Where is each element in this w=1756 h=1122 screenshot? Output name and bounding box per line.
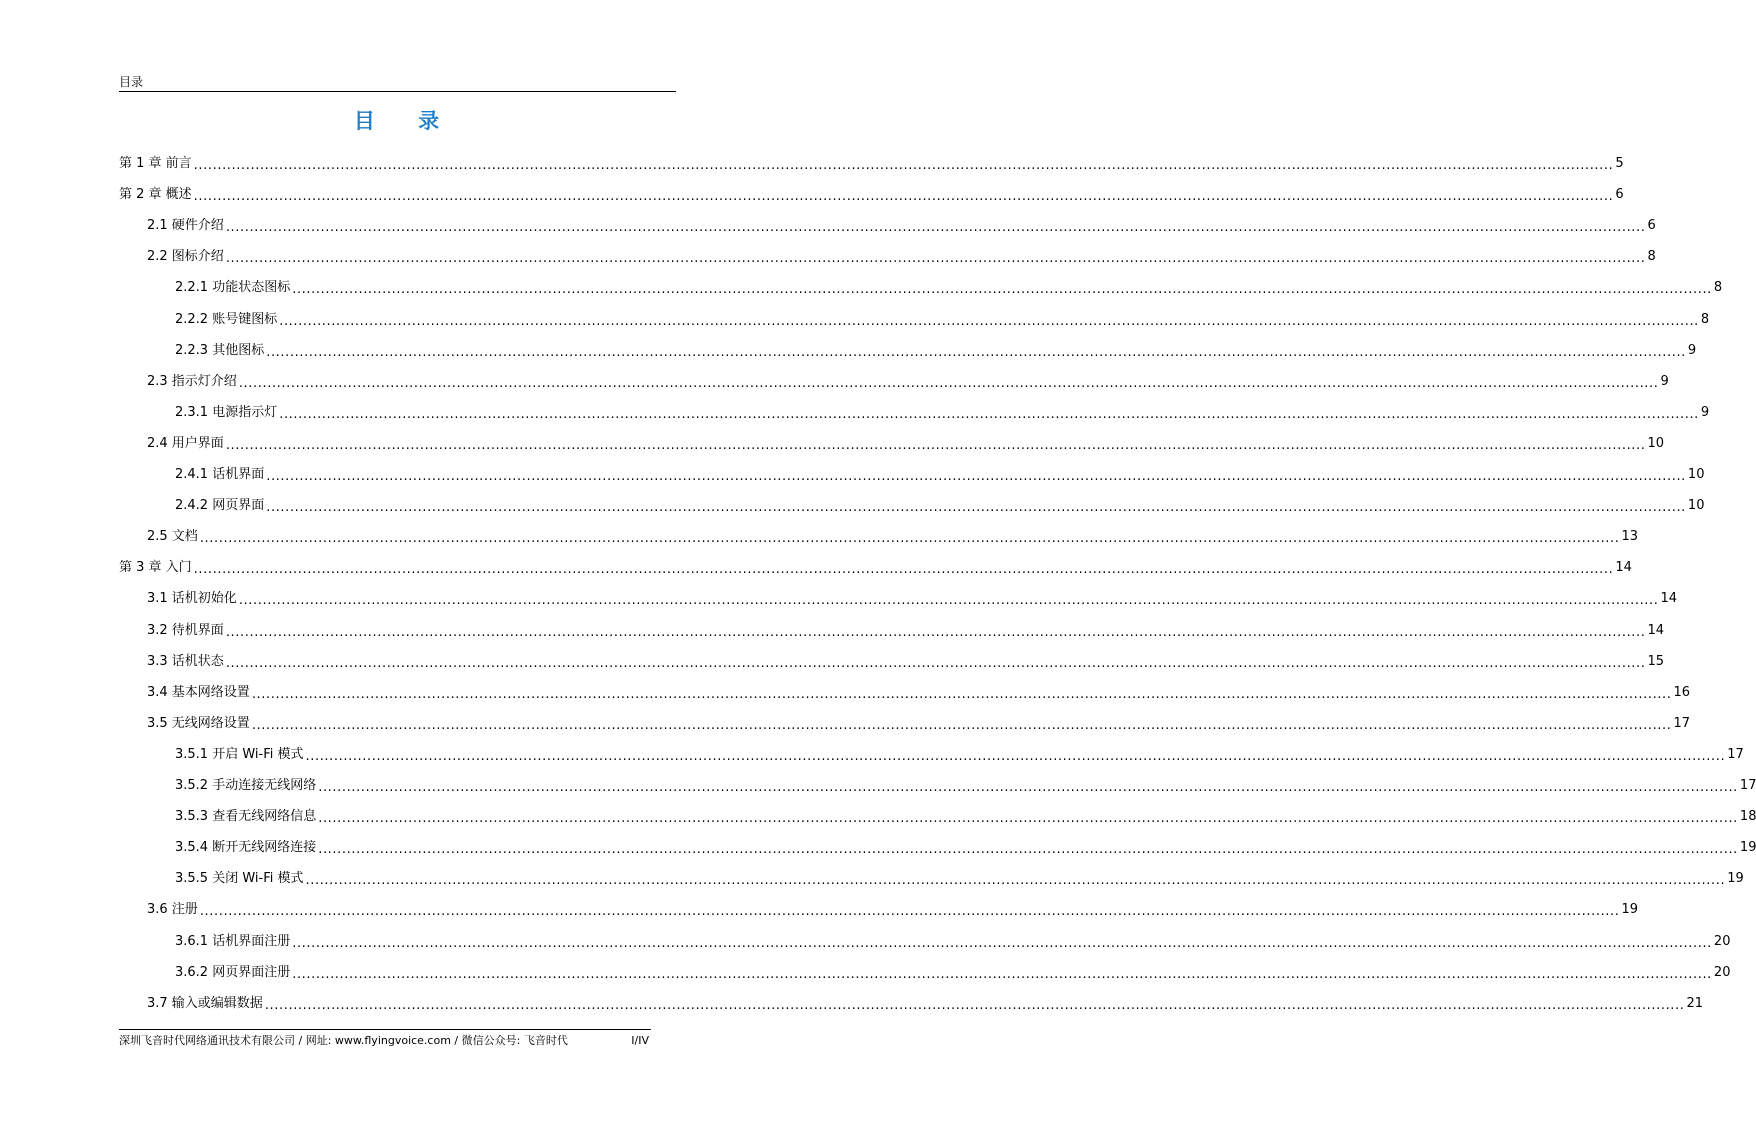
toc-entry-page: 14	[1615, 560, 1632, 576]
footer-page-number: I/IV	[631, 1034, 649, 1047]
toc-entry-page: 10	[1687, 498, 1705, 514]
toc-entry-page: 20	[1713, 933, 1731, 949]
toc-entry-page: 18	[1739, 809, 1756, 825]
toc-dot-leader: ............................................................................................................................................................................................................................................................................................................	[238, 593, 1659, 609]
toc-entry-label: 3.4 基本网络设置	[147, 684, 250, 700]
toc-dot-leader: ............................................................................................................................................................................................................................................................................................................	[279, 406, 1699, 422]
toc-entry[interactable]	[175, 279, 1723, 298]
toc-dot-leader: ............................................................................................................................................................................................................................................................................................................	[292, 966, 1712, 982]
toc-dot-leader: ............................................................................................................................................................................................................................................................................................................	[292, 282, 1712, 298]
toc-entry-page: 9	[1700, 404, 1710, 420]
toc-entry[interactable]	[175, 342, 1697, 360]
footer-company: 深圳飞音时代网络通讯技术有限公司 / 网址: www.flyingvoice.com / 微信公众号: 飞音时代	[119, 1034, 568, 1047]
toc-dot-leader: ............................................................................................................................................................................................................................................................................................................	[305, 873, 1726, 889]
toc-entry-page: 17	[1739, 778, 1756, 793]
toc-entry[interactable]	[147, 435, 1665, 453]
toc-entry-label: 3.7 输入或编辑数据	[147, 995, 263, 1011]
toc-entry-page: 17	[1727, 746, 1744, 762]
toc-dot-leader: ............................................................................................................................................................................................................................................................................................................	[238, 375, 1659, 391]
toc-entry[interactable]	[147, 622, 1665, 640]
toc-dot-leader: ............................................................................................................................................................................................................................................................................................................	[266, 344, 1686, 360]
toc-entry-label: 3.5 无线网络设置	[147, 715, 250, 731]
toc-title: 目 录	[353, 109, 458, 133]
toc-entry-label: 3.3 话机状态	[147, 653, 224, 669]
toc-entry-page: 9	[1687, 342, 1697, 358]
toc-dot-leader: ............................................................................................................................................................................................................................................................................................................	[225, 437, 1646, 453]
toc-entry-page: 8	[1647, 249, 1656, 265]
toc-entry-label: 3.6.1 话机界面注册	[175, 933, 291, 949]
toc-entry-page: 10	[1647, 435, 1665, 451]
toc-entry[interactable]	[147, 528, 1639, 547]
toc-entry-label: 2.2.2 账号键图标	[175, 311, 278, 327]
toc-dot-leader: ............................................................................................................................................................................................................................................................................................................	[225, 220, 1646, 236]
toc-entry[interactable]	[175, 404, 1710, 422]
toc-entry-label: 3.1 话机初始化	[147, 591, 237, 607]
toc-entry-label: 第 3 章 入门	[119, 560, 192, 576]
toc-entry-label: 2.2.3 其他图标	[175, 342, 265, 358]
toc-dot-leader: ............................................................................................................................................................................................................................................................................................................	[199, 904, 1620, 920]
toc-entry-label: 第 1 章 前言	[119, 156, 192, 171]
toc-entry-label: 第 2 章 概述	[119, 187, 192, 203]
toc-dot-leader: ............................................................................................................................................................................................................................................................................................................	[251, 717, 1672, 733]
toc-entry-page: 6	[1615, 187, 1624, 203]
toc-entry-label: 2.4 用户界面	[147, 435, 224, 451]
header-rule	[119, 91, 676, 92]
toc-dot-leader: ............................................................................................................................................................................................................................................................................................................	[225, 251, 1646, 267]
toc-entry-label: 2.4.2 网页界面	[175, 498, 265, 514]
toc-entry-label: 2.4.1 话机界面	[175, 467, 265, 482]
toc-entry[interactable]	[175, 497, 1705, 516]
toc-entry[interactable]	[175, 933, 1731, 951]
toc-entry-page: 8	[1713, 280, 1723, 296]
toc-dot-leader: ............................................................................................................................................................................................................................................................................................................	[225, 655, 1646, 671]
toc-entry-label: 3.2 待机界面	[147, 622, 224, 638]
footer	[119, 1033, 649, 1049]
toc-dot-leader: ............................................................................................................................................................................................................................................................................................................	[225, 624, 1646, 640]
toc-entry-page: 16	[1673, 684, 1691, 700]
toc-entry[interactable]	[175, 870, 1744, 889]
toc-entry-page: 9	[1660, 373, 1669, 389]
toc-dot-leader: ............................................................................................................................................................................................................................................................................................................	[318, 780, 1738, 795]
toc-entry-label: 2.1 硬件介绍	[147, 218, 224, 234]
toc-dot-leader: ............................................................................................................................................................................................................................................................................................................	[266, 500, 1686, 516]
toc-dot-leader: ............................................................................................................................................................................................................................................................................................................	[292, 935, 1712, 951]
toc-entry[interactable]	[175, 808, 1756, 827]
toc-entry-label: 3.5.4 断开无线网络连接	[175, 840, 317, 856]
toc-dot-leader: ............................................................................................................................................................................................................................................................................................................	[318, 842, 1738, 858]
toc-entry[interactable]	[147, 901, 1639, 920]
toc-entry-label: 2.3.1 电源指示灯	[175, 404, 278, 420]
toc-entry-label: 3.5.3 查看无线网络信息	[175, 809, 317, 825]
toc-dot-leader: ............................................................................................................................................................................................................................................................................................................	[266, 469, 1686, 484]
toc-entry[interactable]	[119, 186, 1624, 205]
toc-dot-leader: ............................................................................................................................................................................................................................................................................................................	[279, 313, 1699, 329]
toc-entry-label: 2.5 文档	[147, 529, 198, 545]
toc-entry-label: 3.6 注册	[147, 902, 198, 918]
toc-dot-leader: ............................................................................................................................................................................................................................................................................................................	[305, 748, 1726, 764]
toc-entry-page: 17	[1673, 715, 1691, 731]
toc-entry-page: 15	[1647, 653, 1665, 669]
toc-entry[interactable]	[175, 964, 1731, 982]
toc-entry-page: 14	[1647, 622, 1665, 638]
toc-entry[interactable]	[119, 559, 1632, 578]
toc-entry[interactable]	[147, 217, 1656, 236]
toc-entry[interactable]	[147, 373, 1669, 391]
toc-entry-page: 6	[1647, 218, 1656, 234]
toc-entry-page: 21	[1686, 995, 1704, 1011]
toc-entry[interactable]	[147, 684, 1691, 702]
toc-dot-leader: ............................................................................................................................................................................................................................................................................................................	[251, 686, 1672, 702]
toc-entry-page: 5	[1615, 156, 1624, 171]
toc-entry[interactable]	[175, 777, 1756, 795]
toc-entry-page: 13	[1621, 529, 1639, 545]
toc-dot-leader: ............................................................................................................................................................................................................................................................................................................	[264, 997, 1685, 1013]
toc-entry[interactable]	[147, 653, 1665, 671]
toc-entry[interactable]	[147, 715, 1691, 733]
toc-entry[interactable]	[119, 155, 1624, 173]
toc-entry[interactable]	[147, 248, 1656, 267]
toc-entry[interactable]	[147, 590, 1678, 609]
toc-entry[interactable]	[175, 466, 1705, 484]
toc-entry-page: 19	[1739, 840, 1756, 856]
toc-entry[interactable]	[175, 311, 1710, 329]
running-header: 目录	[119, 75, 144, 89]
footer-rule	[119, 1029, 651, 1030]
toc-entry-page: 8	[1700, 311, 1710, 327]
toc-entry-label: 3.5.2 手动连接无线网络	[175, 778, 317, 793]
toc-dot-leader: ............................................................................................................................................................................................................................................................................................................	[193, 189, 1614, 205]
toc-dot-leader: ............................................................................................................................................................................................................................................................................................................	[193, 562, 1614, 578]
toc-dot-leader: ............................................................................................................................................................................................................................................................................................................	[193, 158, 1614, 173]
toc-dot-leader: ............................................................................................................................................................................................................................................................................................................	[318, 811, 1738, 827]
toc-dot-leader: ............................................................................................................................................................................................................................................................................................................	[199, 531, 1620, 547]
toc-entry-page: 20	[1713, 964, 1731, 980]
toc-entry-label: 3.5.1 开启 Wi-Fi 模式	[175, 746, 304, 762]
toc-entry-page: 19	[1727, 871, 1744, 887]
toc-entry-label: 2.3 指示灯介绍	[147, 373, 237, 389]
toc-entry-page: 19	[1621, 902, 1639, 918]
toc-entry[interactable]	[175, 746, 1744, 764]
toc-entry-label: 2.2.1 功能状态图标	[175, 280, 291, 296]
toc-entry-label: 2.2 图标介绍	[147, 249, 224, 265]
toc-entry[interactable]	[175, 839, 1756, 858]
toc-entry-label: 3.6.2 网页界面注册	[175, 964, 291, 980]
toc-entry-page: 10	[1687, 467, 1705, 482]
toc-entry-page: 14	[1660, 591, 1678, 607]
toc-entry-label: 3.5.5 关闭 Wi-Fi 模式	[175, 871, 304, 887]
toc-entry[interactable]	[147, 995, 1704, 1013]
